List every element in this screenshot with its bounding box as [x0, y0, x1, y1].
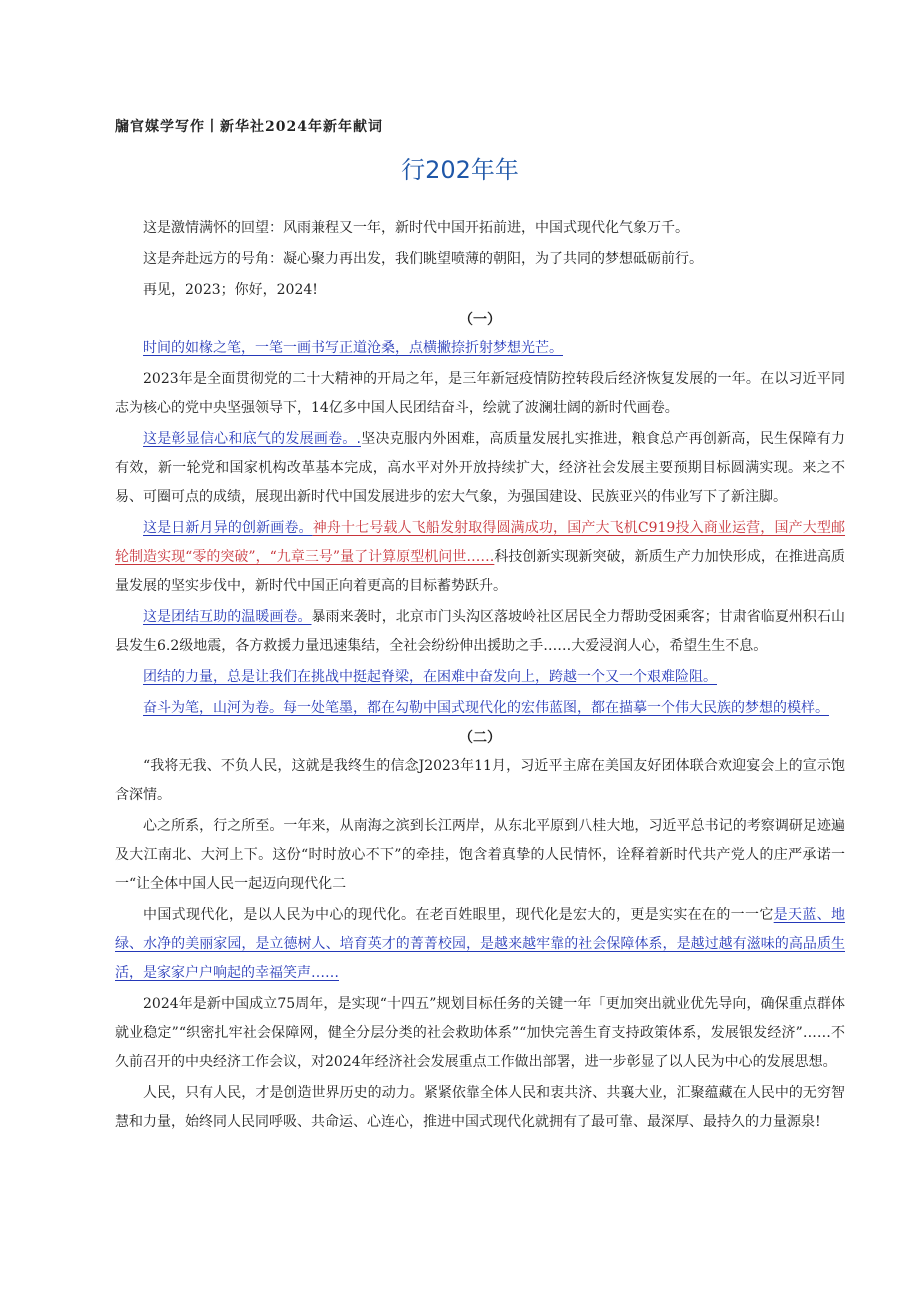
intro-paragraph-1: 这是激情满怀的回望：风雨兼程又一年，新时代中国开拓前进，中国式现代化气象万千。	[143, 220, 689, 236]
paragraph-6-highlight: 奋斗为笔，山河为卷。每一处笔墨，都在勾勒中国式现代化的宏伟蓝图，都在描摹一个伟大民族的梦想的模样。	[143, 700, 829, 716]
intro-paragraph-2: 这是奔赴远方的号角：凝心聚力再出发，我们眺望喷薄的朝阳，为了共同的梦想砥砺前行。	[143, 251, 703, 267]
paragraph-4-text: 暴雨来袭时，北京市门头沟区落坡岭社区居民全力帮助受困乘客；甘肃省临夏州积石山县发生6.2级地震，各方救援力量迅速集结，全社会纷纷伸出援助之手……大爱浸润人心，希望生生不息。	[115, 609, 846, 654]
section-1-paragraph-6	[115, 694, 845, 723]
paragraph-5-highlight: 团结的力量，总是让我们在挑战中挺起脊梁，在困难中奋发向上，跨越一个又一个艰难险阻。	[143, 669, 717, 685]
section-1-paragraph-3	[115, 514, 845, 601]
paragraph-3-text: 中国式现代化，是以人民为中心的现代化。在老百姓眼里，现代化是宏大的，更是实实在在的一一它	[143, 907, 774, 923]
paragraph-3-red-text: 神舟十七号载人飞船发射取得圆满成功，国产大飞机C919投入商业运营，国产大型邮轮制造实现“零的突破”，“九章三号”量了计算原型机问世……	[115, 520, 846, 565]
section-2-paragraph-1: “我将无我、不负人民，这就是我终生的信念J2023年11月，习近平主席在美国友好团体联合欢迎宴会上的宣示饱含深情。	[115, 758, 845, 803]
section-1-paragraph-2	[115, 425, 845, 512]
section-2-heading: （二）	[459, 730, 501, 746]
section-1-heading: （一）	[459, 312, 501, 328]
doc-header: 牖官媒学写作丨新华社2024年新年献词	[115, 119, 383, 135]
section-2-paragraph-3	[115, 901, 845, 988]
section-2-paragraph-2: 心之所系，行之所至。一年来，从南海之滨到长江两岸，从东北平原到八桂大地，习近平总书记的考察调研足迹遍及大江南北、大河上下。这份“时时放心不下”的牵挂，饱含着真挚的人民情怀，诠释着新时代共产党人的庄严承诺一一“让全体中国人民一起迈向现代化二	[115, 818, 845, 892]
paragraph-3-text: 科技创新实现新突破，新质生产力加快形成，在推进高质量发展的坚实步伐中，新时代中国正向着更高的目标蓄势跃升。	[115, 549, 845, 594]
paragraph-4-highlight: 这是团结互助的温暖画卷。	[143, 609, 312, 625]
paragraph-2-text: 坚决克服内外困难，高质量发展扎实推进，粮食总产再创新高，民生保障有力有效，新一轮党和国家机构改革基本完成，高水平对外开放持续扩大，经济社会发展主要预期目标圆满实现。来之不易、可圈可点的成绩，展现出新时代中国发展进步的宏大气象，为强国建设、民族亚兴的伟业写下了新注脚。	[115, 431, 845, 505]
section-1-lead	[115, 334, 845, 363]
intro-paragraph-3: 再见，2023；你好，2024!	[143, 282, 318, 298]
paragraph-3-highlight: 这是日新月异的创新画卷。	[143, 520, 313, 536]
doc-body	[115, 214, 845, 1139]
paragraph-2-highlight: 这是彰显信心和底气的发展画卷。.	[143, 431, 361, 447]
section-1-paragraph-5	[115, 663, 845, 692]
section-2-paragraph-4: 2024年是新中国成立75周年，是实现“十四五”规划目标任务的关键一年「更加突出就业优先导向，确保重点群体就业稳定”“织密扎牢社会保障网，健全分层分类的社会救助体系”“加快完善生育支持政策体系，发展银发经济”……不久前召开的中央经济工作会议，对2024年经济社会发展重点工作做出部署，进一步彰显了以人民为中心的发展思想。	[115, 996, 845, 1070]
section-1-paragraph-1: 2023年是全面贯彻党的二十大精神的开局之年，是三年新冠疫情防控转段后经济恢复发展的一年。在以习近平同志为核心的党中央坚强领导下，14亿多中国人民团结奋斗，绘就了波澜壮阔的新时代画卷。	[115, 371, 845, 416]
section-1-paragraph-4	[115, 603, 845, 661]
doc-title: 行202年年	[401, 156, 519, 184]
paragraph-3-highlight: 是天蓝、地绿、水净的美丽家园，是立德树人、培育英才的菁菁校园，是越来越牢靠的社会保障体系，是越过越有滋味的高品质生活，是家家户户响起的幸福笑声……	[115, 907, 846, 981]
section-2-paragraph-5: 人民，只有人民，才是创造世界历史的动力。紧紧依靠全体人民和衷共济、共襄大业，汇聚蕴藏在人民中的无穷智慧和力量，始终同人民同呼吸、共命运、心连心，推进中国式现代化就拥有了最可靠、最深厚、最持久的力量源泉!	[115, 1085, 845, 1130]
lead-highlight: 时间的如椽之笔，一笔一画书写正道沧桑，点横撇捺折射梦想光芒。	[143, 340, 563, 356]
